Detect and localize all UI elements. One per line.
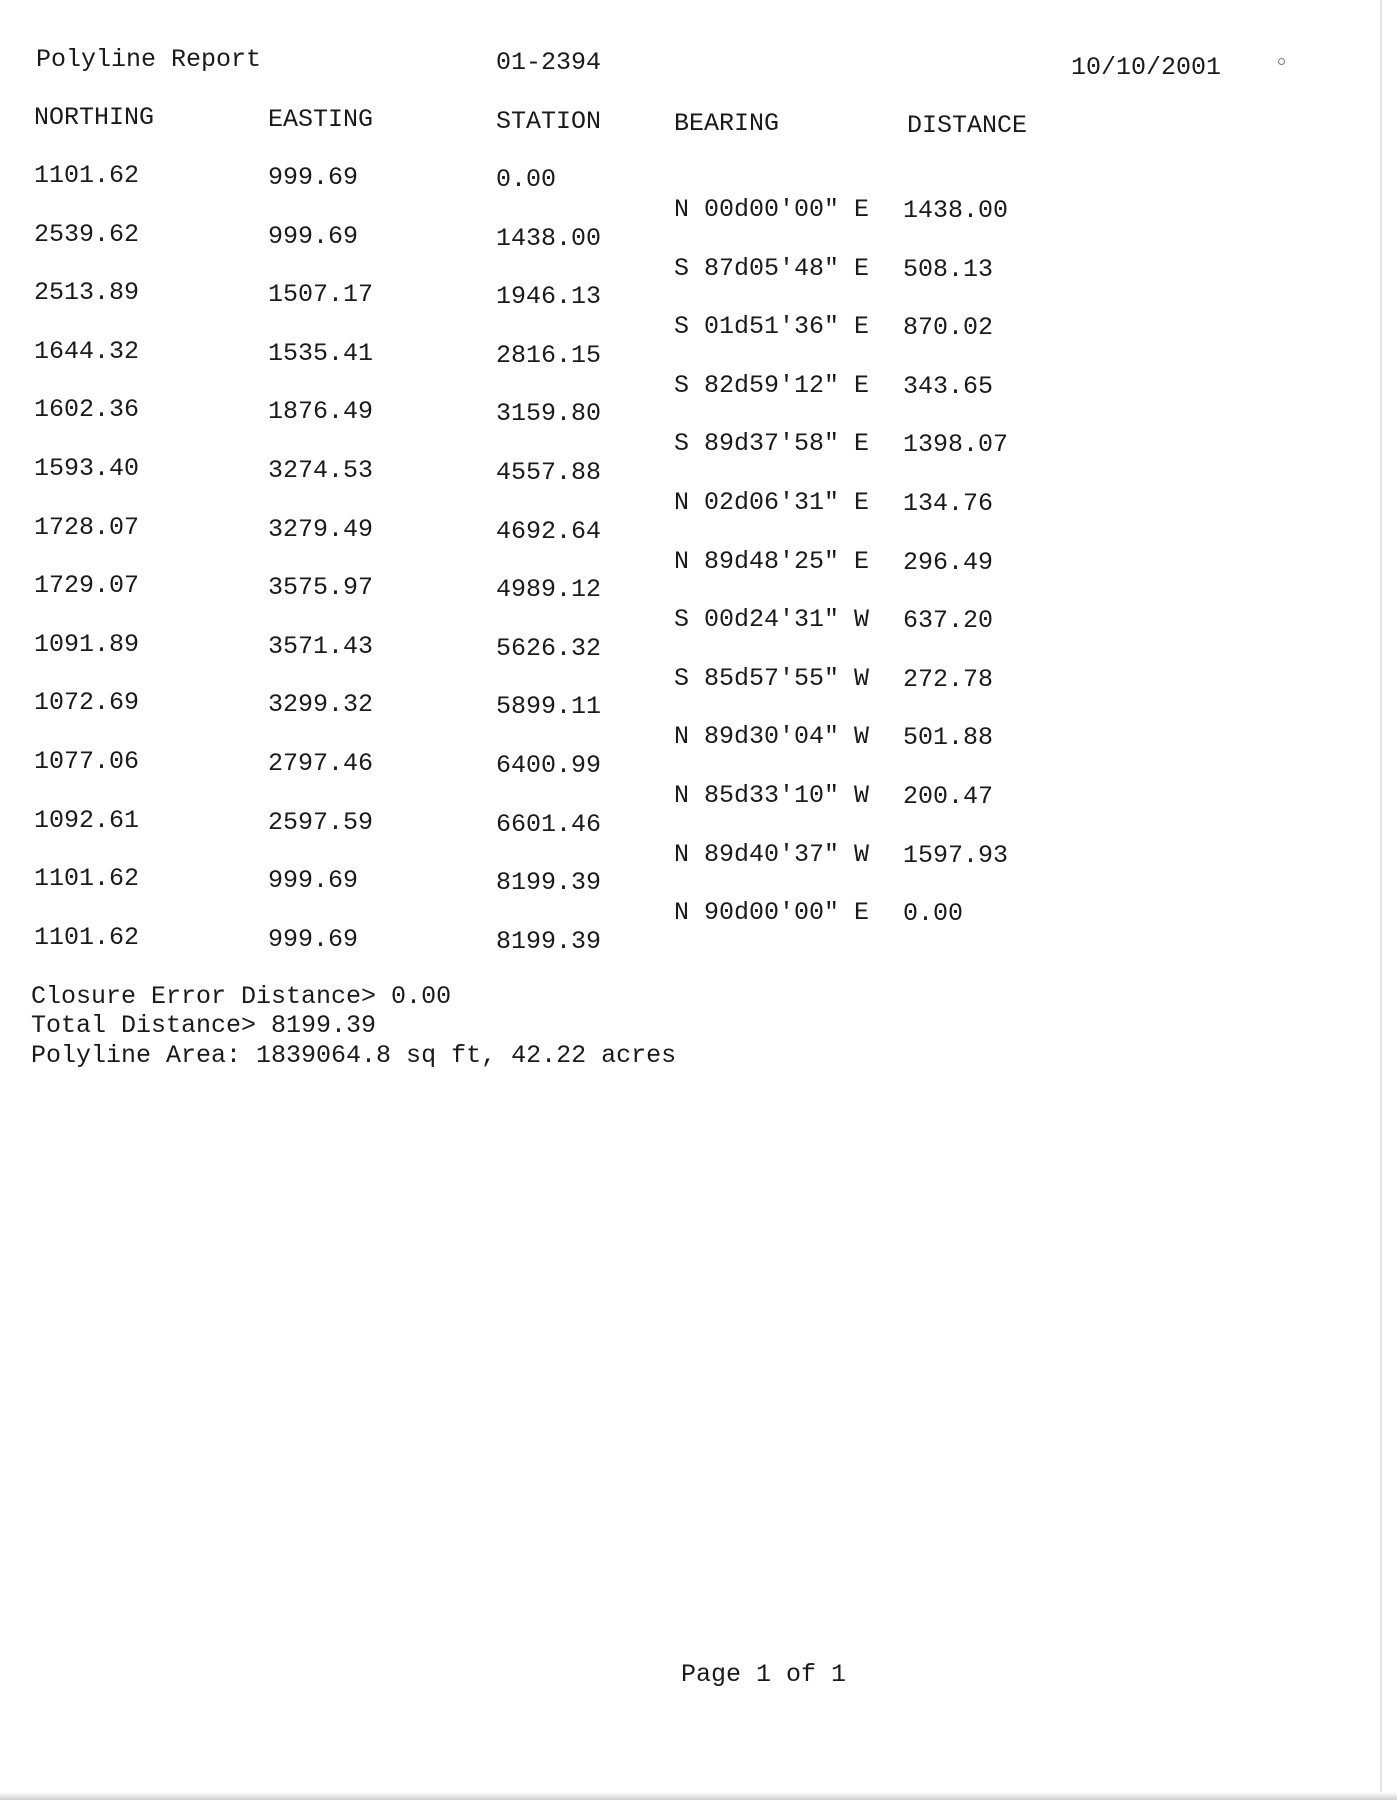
point-easting-cell: 999.69 xyxy=(268,866,359,895)
course-distance-cell: 343.65 xyxy=(903,372,994,401)
point-station-cell: 2816.15 xyxy=(496,341,602,370)
point-station-cell: 3159.80 xyxy=(496,399,602,428)
point-easting-cell: 3299.32 xyxy=(268,690,374,719)
point-easting-cell: 3274.53 xyxy=(268,456,374,485)
point-station-cell: 6601.46 xyxy=(496,810,602,839)
point-station-cell: 8199.39 xyxy=(496,868,602,897)
course-bearing-cell: S 87d05'48" E xyxy=(674,254,870,283)
point-easting-cell: 1507.17 xyxy=(268,280,374,309)
course-bearing-cell: N 02d06'31" E xyxy=(674,488,870,517)
point-station-cell: 8199.39 xyxy=(496,927,602,956)
point-easting-cell: 2597.59 xyxy=(268,808,374,837)
point-station-cell: 4989.12 xyxy=(496,575,602,604)
point-easting-cell: 2797.46 xyxy=(268,749,374,778)
point-northing-cell: 1091.89 xyxy=(34,630,140,659)
course-bearing-cell: S 85d57'55" W xyxy=(674,664,870,693)
course-distance-cell: 0.00 xyxy=(903,899,964,928)
point-easting-cell: 999.69 xyxy=(268,222,359,251)
point-station-cell: 1438.00 xyxy=(496,224,602,253)
point-easting-cell: 999.69 xyxy=(268,925,359,954)
point-northing-cell: 2539.62 xyxy=(34,220,140,249)
course-distance-cell: 200.47 xyxy=(903,782,994,811)
course-bearing-cell: N 00d00'00" E xyxy=(674,195,870,224)
job-number: 01-2394 xyxy=(496,48,602,77)
course-bearing-cell: S 01d51'36" E xyxy=(674,312,870,341)
course-bearing-cell: N 89d48'25" E xyxy=(674,547,870,576)
course-bearing-cell: S 82d59'12" E xyxy=(674,371,870,400)
point-northing-cell: 1602.36 xyxy=(34,395,140,424)
scan-speck xyxy=(1278,58,1285,65)
course-distance-cell: 508.13 xyxy=(903,255,994,284)
column-header-bearing: BEARING xyxy=(674,109,780,138)
point-easting-cell: 999.69 xyxy=(268,163,359,192)
closure-error-line: Closure Error Distance> 0.00 xyxy=(31,982,452,1011)
course-distance-cell: 134.76 xyxy=(903,489,994,518)
scan-edge xyxy=(1380,0,1382,1800)
course-bearing-cell: N 85d33'10" W xyxy=(674,781,870,810)
point-station-cell: 0.00 xyxy=(496,165,557,194)
point-northing-cell: 1077.06 xyxy=(34,747,140,776)
point-easting-cell: 3279.49 xyxy=(268,515,374,544)
course-bearing-cell: N 90d00'00" E xyxy=(674,898,870,927)
course-distance-cell: 637.20 xyxy=(903,606,994,635)
point-easting-cell: 3575.97 xyxy=(268,573,374,602)
point-station-cell: 5899.11 xyxy=(496,692,602,721)
total-distance-line: Total Distance> 8199.39 xyxy=(31,1011,377,1040)
point-northing-cell: 2513.89 xyxy=(34,278,140,307)
report-date: 10/10/2001 xyxy=(1071,53,1222,82)
course-bearing-cell: S 89d37'58" E xyxy=(674,429,870,458)
course-distance-cell: 272.78 xyxy=(903,665,994,694)
point-northing-cell: 1729.07 xyxy=(34,571,140,600)
report-title: Polyline Report xyxy=(36,45,262,74)
course-distance-cell: 296.49 xyxy=(903,548,994,577)
point-station-cell: 1946.13 xyxy=(496,282,602,311)
point-easting-cell: 1535.41 xyxy=(268,339,374,368)
course-distance-cell: 870.02 xyxy=(903,313,994,342)
page-number: Page 1 of 1 xyxy=(681,1660,847,1689)
point-easting-cell: 3571.43 xyxy=(268,632,374,661)
point-northing-cell: 1593.40 xyxy=(34,454,140,483)
column-header-northing: NORTHING xyxy=(34,103,155,132)
point-station-cell: 4557.88 xyxy=(496,458,602,487)
point-station-cell: 4692.64 xyxy=(496,517,602,546)
course-bearing-cell: N 89d30'04" W xyxy=(674,722,870,751)
scan-edge-bottom xyxy=(0,1792,1397,1800)
point-northing-cell: 1072.69 xyxy=(34,688,140,717)
column-header-station: STATION xyxy=(496,107,602,136)
point-station-cell: 5626.32 xyxy=(496,634,602,663)
point-northing-cell: 1101.62 xyxy=(34,923,140,952)
point-easting-cell: 1876.49 xyxy=(268,397,374,426)
point-northing-cell: 1101.62 xyxy=(34,161,140,190)
course-distance-cell: 501.88 xyxy=(903,723,994,752)
course-bearing-cell: N 89d40'37" W xyxy=(674,840,870,869)
course-bearing-cell: S 00d24'31" W xyxy=(674,605,870,634)
point-station-cell: 6400.99 xyxy=(496,751,602,780)
course-distance-cell: 1597.93 xyxy=(903,841,1009,870)
point-northing-cell: 1092.61 xyxy=(34,806,140,835)
polyline-area-line: Polyline Area: 1839064.8 sq ft, 42.22 acres xyxy=(31,1041,677,1070)
course-distance-cell: 1398.07 xyxy=(903,430,1009,459)
column-header-distance: DISTANCE xyxy=(907,111,1028,140)
column-header-easting: EASTING xyxy=(268,105,374,134)
point-northing-cell: 1101.62 xyxy=(34,864,140,893)
point-northing-cell: 1644.32 xyxy=(34,337,140,366)
point-northing-cell: 1728.07 xyxy=(34,513,140,542)
course-distance-cell: 1438.00 xyxy=(903,196,1009,225)
